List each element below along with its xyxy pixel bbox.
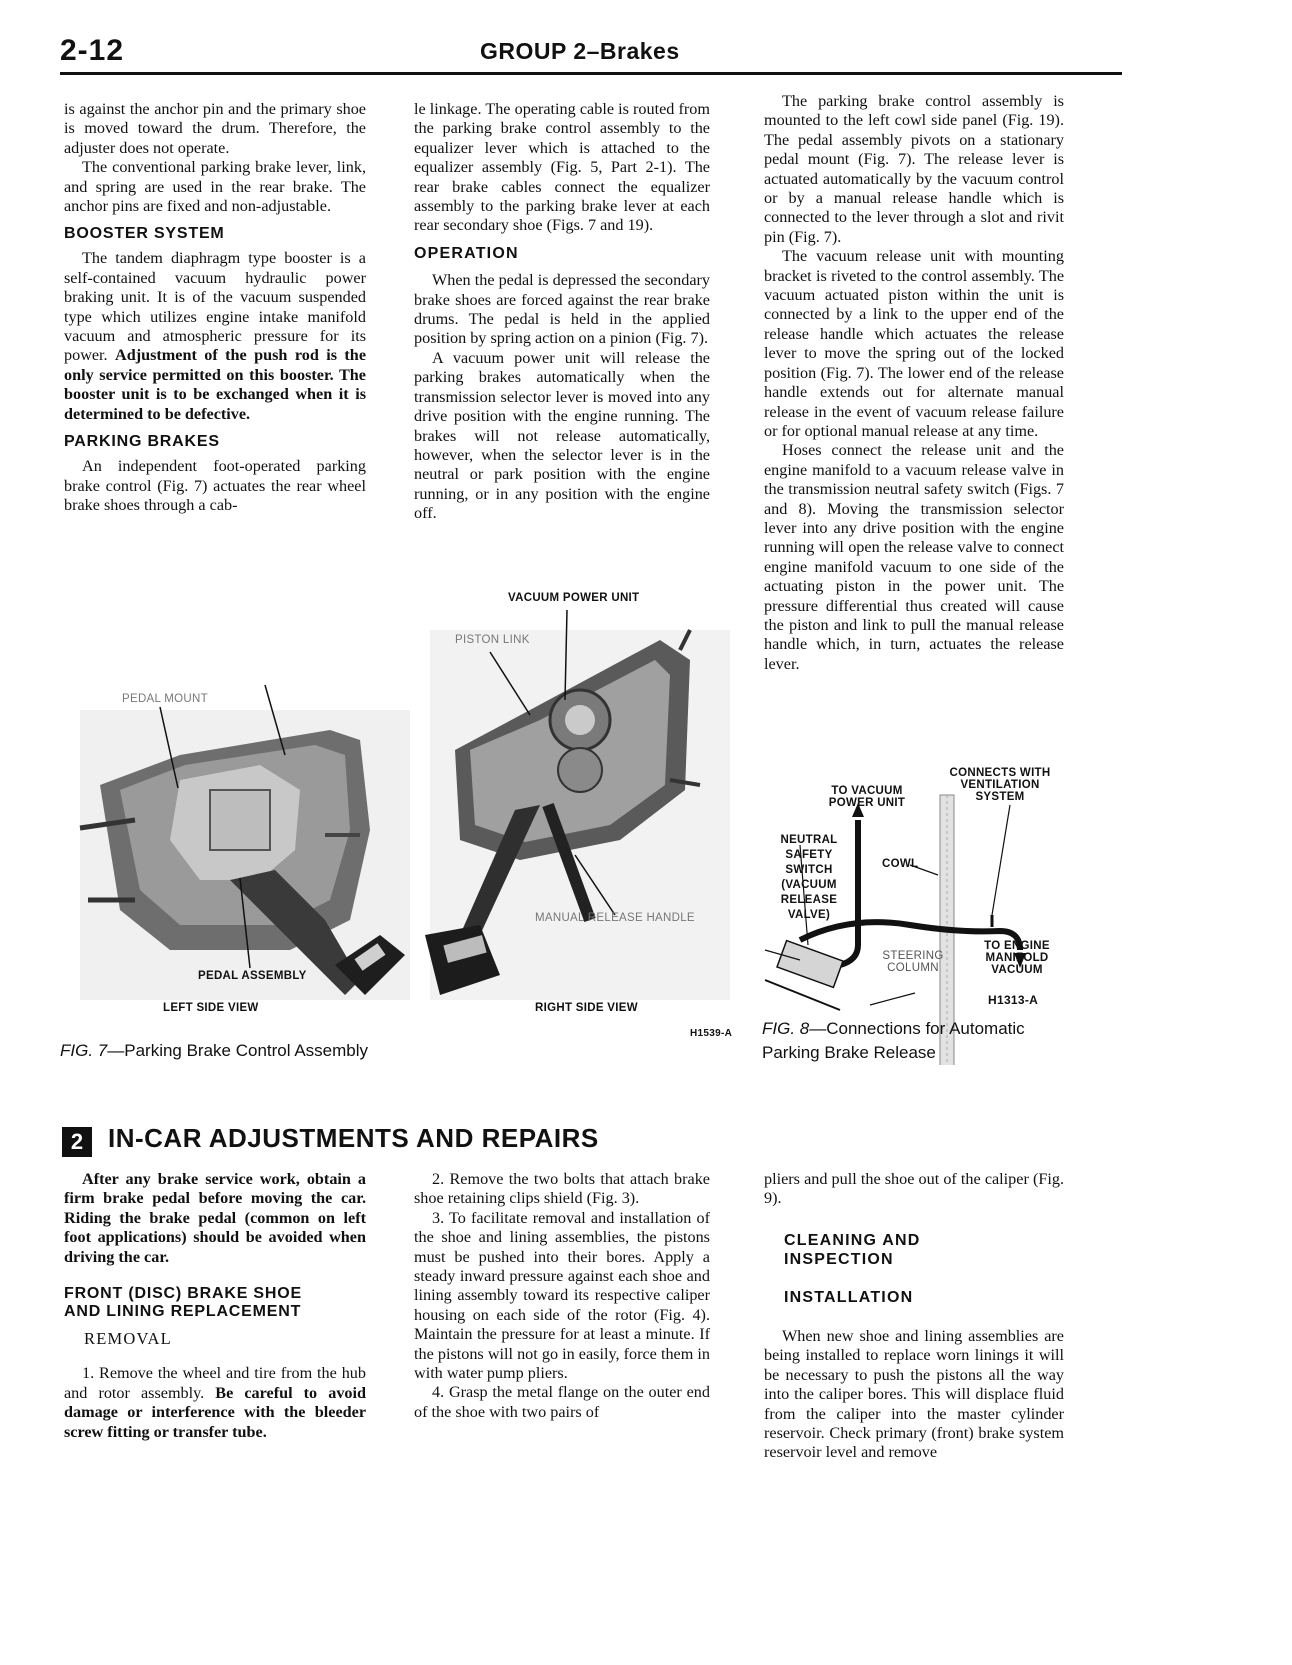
label-cowl: COWL [882,858,919,870]
section-title: IN-CAR ADJUSTMENTS AND REPAIRS [108,1123,599,1153]
paragraph: After any brake service work, obtain a firm brake pedal before moving the car. Riding the brake pedal (common on left foot applications) should be avoided when driving the car. [64,1170,366,1266]
paragraph: 2. Remove the two bolts that attach brake shoe retaining clips shield (Fig. 3). [414,1170,710,1208]
column-3-top [764,92,1064,674]
label-line: TO VACUUM [831,785,903,797]
figure-8-caption [762,1017,1025,1065]
label-line: POWER UNIT [828,797,906,809]
paragraph [64,249,366,424]
label-line: SAFETY [785,849,833,861]
label-pedal-mount: PEDAL MOUNT [122,693,208,705]
section-heading-cleaning-inspection [784,1231,1064,1270]
figure-8 [760,767,1140,1125]
label-line: STEERING [882,950,944,962]
label-line: (VACUUM [781,879,837,891]
label-line: VENTILATION [960,779,1040,791]
paragraph: A vacuum power unit will release the parking brakes automatically when the transmission selector lever is moved into any drive position with the engine running. The brakes will not release automatically, however, when the selector lever is in the neutral or park position with the engine running, or in any position with the engine off. [414,348,710,523]
label-vacuum-power-unit: VACUUM POWER UNIT [508,592,640,604]
heading-line: CLEANING AND [784,1231,921,1249]
paragraph-bold-text: Be careful to avoid damage or interference with the bleeder screw fitting or transfer tube. [64,1383,367,1441]
figure-code: H1313-A [988,993,1039,1007]
column-3-bottom [764,1170,1064,1463]
paragraph: When new shoe and lining assemblies are being installed to replace worn linings it will be necessary to push the pistons all the way into the caliper bores. This will displace fluid from the caliper into the master cylinder reservoir. Check primary (front) brake system reservoir level and remove [764,1327,1064,1462]
page-number: 2-12 [60,34,125,67]
parking-brake-control-illustration [60,590,740,1100]
paragraph-bold-text: Adjustment of the push rod is the only service permitted on this booster. The booster unit is to be exchanged when it is determined to be defective. [64,346,366,423]
right-side-view-photo [425,630,730,1000]
label-to-vacuum-power-unit [822,785,912,809]
section-heading-front-brake-shoe [64,1285,366,1321]
label-right-side-view: RIGHT SIDE VIEW [535,1002,638,1014]
figure-code: H1539-A [690,1028,733,1039]
paragraph: le linkage. The operating cable is routed from the parking brake control assembly to the equalizer lever which is attached to the equalizer assembly (Fig. 5, Part 2-1). The rear brake cables connect the equalizer assembly to the parking brake lever at each rear secondary shoe (Figs. 7 and 19). [414,100,710,235]
section-heading-operation: OPERATION [414,244,519,262]
paragraph: The vacuum release unit with mounting bracket is riveted to the control assembly. The vacuum actuated piston within the unit is connected by a link to the upper end of the release handle which actuates the release lever to move the spring out of the locked position (Fig. 7). The lower end of the release handle extends out for alternate manual release in the event of vacuum release failure or for optional manual release at any time. [764,247,1064,440]
paragraph: The conventional parking brake lever, link, and spring are used in the rear brake. The anchor pins are fixed and non-adjustable. [64,158,366,216]
figure-number: FIG. 8— [762,1019,827,1038]
left-side-view-photo [80,710,410,1000]
label-piston-link: PISTON LINK [455,634,530,646]
label-line: COLUMN [887,962,939,974]
label-line: VACUUM [991,964,1043,976]
paragraph: pliers and pull the shoe out of the caliper (Fig. 9). [764,1170,1064,1208]
column-2-top [414,100,710,524]
section-number-badge: 2 [62,1127,92,1157]
paragraph: Hoses connect the release unit and the engine manifold to a vacuum release valve in the transmission neutral safety switch (Figs. 7 and 8). Moving the transmission selector lever into any drive position with the engine running will open the release valve to connect engine manifold vacuum to one side of the actuating piston in the power unit. The pressure differential thus created will cause the piston and link to pull the manual release handle which, in turn, actuates the release lever. [764,441,1064,673]
label-steering-column [878,950,948,974]
paragraph: When the pedal is depressed the secondary brake shoes are forced against the rear brake drums. The pedal is held in the applied position by spring action on a pinion (Fig. 7). [414,271,710,348]
label-line: NEUTRAL [780,834,838,846]
label-left-side-view: LEFT SIDE VIEW [163,1002,259,1014]
label-line: TO ENGINE [984,940,1050,952]
label-manual-release-handle: MANUAL RELEASE HANDLE [535,912,695,924]
section-heading-parking-brakes: PARKING BRAKES [64,433,220,451]
paragraph: is against the anchor pin and the primary shoe is moved toward the drum. Therefore, the adjuster does not operate. [64,100,366,157]
heading-line: INSPECTION [784,1251,894,1269]
label-neutral-safety-switch [778,833,840,923]
paragraph-text: 1. Remove the wheel and tire from the hub and rotor assembly. [64,1364,366,1402]
figure-caption-text: Connections for Automatic [826,1019,1025,1038]
heading-line: AND LINING REPLACEMENT [64,1303,302,1321]
label-line: CONNECTS WITH [949,767,1051,779]
paragraph: The parking brake control assembly is mounted to the left cowl side panel (Fig. 19). The pedal assembly pivots on a stationary pedal mount (Fig. 7). The release lever is actuated automatically by the vacuum control or by a manual release handle which is connected to the lever through a slot and rivit pin (Fig. 7). [764,92,1064,246]
paragraph: 4. Grasp the metal flange on the outer end of the shoe with two pairs of [414,1383,710,1421]
heading-line: FRONT (DISC) BRAKE SHOE [64,1285,302,1303]
figure-7-caption [60,1041,368,1061]
label-pedal-assembly: PEDAL ASSEMBLY [198,970,307,982]
label-line: MANIFOLD [985,952,1049,964]
header-rule [60,72,1122,75]
figure-caption-text: Parking Brake Release [762,1043,936,1062]
paragraph [64,1364,366,1442]
label-line: SYSTEM [975,791,1025,803]
label-to-engine-manifold-vacuum [972,940,1062,976]
label-line: RELEASE [780,894,838,906]
column-1-bottom [64,1170,366,1442]
figure-caption-text: Parking Brake Control Assembly [124,1041,369,1060]
section-heading-booster-system: BOOSTER SYSTEM [64,225,225,243]
subsection-heading-removal: REMOVAL [84,1329,172,1349]
column-1-top [64,100,366,515]
paragraph-text: The tandem diaphragm type booster is a self-contained vacuum hydraulic power braking unit. It is of the vacuum suspended type which utilizes engine intake manifold vacuum and atmospheric pressure for its power. [64,249,366,365]
column-2-bottom [414,1170,710,1422]
paragraph: 3. To facilitate removal and installation of the shoe and lining assemblies, the pistons must be pushed into their bores. Apply a steady inward pressure against each shoe and lining assembly toward its respective caliper housing on each side of the rotor (Fig. 4). Maintain the pressure for at least a minute. If the pistons will not go in easily, force them in with water pump pliers. [414,1208,710,1383]
figure-number: FIG. 7— [60,1041,125,1060]
label-connects-with-ventilation-system [940,767,1060,803]
section-heading-installation: INSTALLATION [784,1288,914,1306]
label-line: SWITCH [785,864,833,876]
paragraph: An independent foot-operated parking brake control (Fig. 7) actuates the rear wheel brake shoes through a cab- [64,457,366,514]
figure-7 [60,590,740,1100]
label-line: VALVE) [787,909,831,921]
page-title: GROUP 2–Brakes [480,38,680,64]
